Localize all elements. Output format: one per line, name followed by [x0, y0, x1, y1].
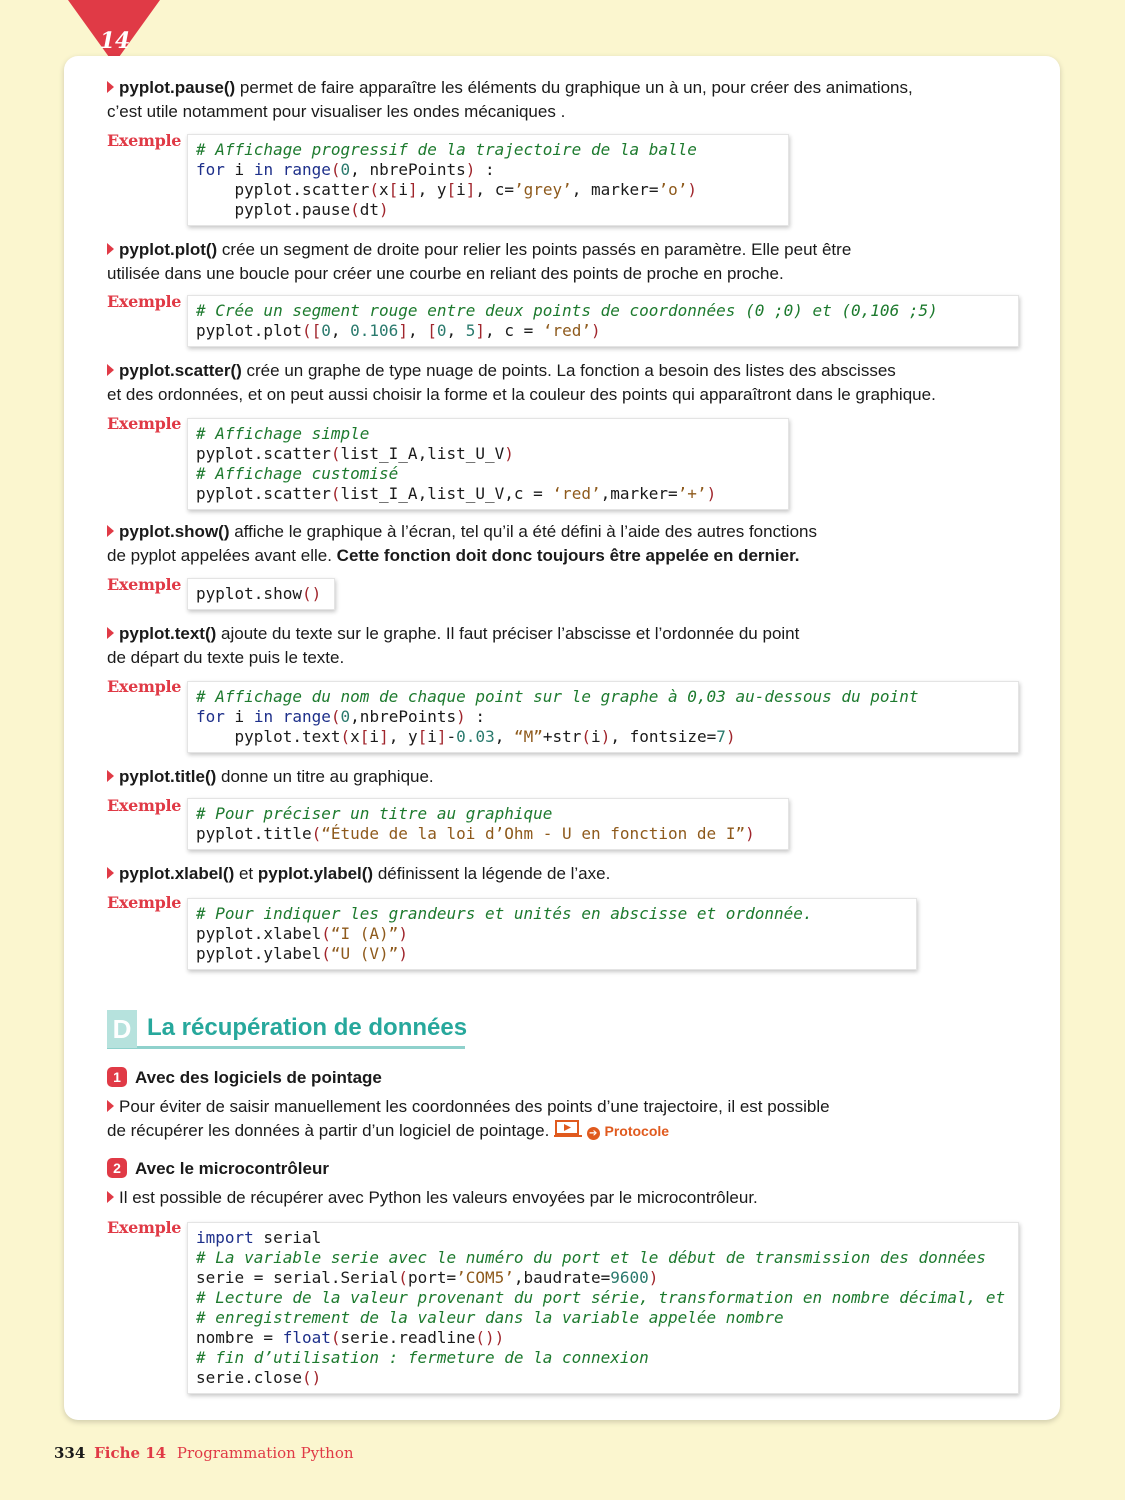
bullet-icon [107, 243, 114, 255]
example-label: Exemple [107, 893, 182, 912]
paragraph-microcontroleur: Il est possible de récupérer avec Python les valeurs envoyées par le microcontrôleur. [107, 1186, 758, 1210]
function-name: pyplot.plot() [119, 240, 218, 259]
function-name: pyplot.pause() [119, 78, 236, 97]
function-name: pyplot.text() [119, 624, 217, 643]
paragraph-pause: pyplot.pause() permet de faire apparaître les éléments du graphique un à un, pour créer des animations, c’est utile notamment pour visualiser les ondes mécaniques . [107, 78, 913, 121]
function-name: pyplot.title() [119, 767, 217, 786]
paragraph-labels: pyplot.xlabel() et pyplot.ylabel() définissent la légende de l’axe. [107, 862, 610, 886]
paragraph-show: pyplot.show() affiche le graphique à l’écran, tel qu’il a été défini à l’aide des autres fonctions de pyplot appelées avant elle. Cette fonction doit donc toujours être appelée en dernier. [107, 522, 817, 565]
arrow-right-icon: ➔ [587, 1127, 600, 1140]
example-label: Exemple [107, 575, 182, 594]
protocole-link[interactable]: Protocole [604, 1123, 670, 1139]
function-name: pyplot.show() [119, 522, 230, 541]
bullet-icon [107, 1100, 114, 1112]
bullet-icon [107, 525, 114, 537]
paragraph-plot: pyplot.plot() crée un segment de droite pour relier les points passés en paramètre. Elle peut être utilisée dans une boucle pour créer une courbe en reliant des points de proche en proche. [107, 240, 852, 283]
subsection-number: 2 [107, 1158, 127, 1178]
bullet-icon [107, 867, 114, 879]
bullet-icon [107, 364, 114, 376]
video-icon[interactable] [554, 1120, 582, 1145]
code-block-pause: # Affichage progressif de la trajectoire de la balle for i in range(0, nbrePoints) : pyplot.scatter(x[i], y[i], c=’grey’, marker=’o’) pyplot.pause(dt) [187, 134, 789, 226]
bullet-icon [107, 1191, 114, 1203]
page-number: 334 [54, 1444, 86, 1462]
example-label: Exemple [107, 414, 182, 433]
code-block-title: # Pour préciser un titre au graphique pyplot.title(“Étude de la loi d’Ohm - U en fonction de I”) [187, 798, 789, 850]
section-letter: D [107, 1010, 137, 1048]
code-block-text: # Affichage du nom de chaque point sur le graphe à 0,03 au-dessous du point for i in range(0,nbrePoints) : pyplot.text(x[i], y[i]-0.03, “M”+str(i), fontsize=7) [187, 681, 1019, 753]
code-block-labels: # Pour indiquer les grandeurs et unités en abscisse et ordonnée. pyplot.xlabel(“I (A)”) pyplot.ylabel(“U (V)”) [187, 898, 917, 970]
code-block-scatter: # Affichage simple pyplot.scatter(list_I_A,list_U_V) # Affichage customisé pyplot.scatter(list_I_A,list_U_V,c = ‘red’,marker=’+’) [187, 418, 789, 510]
subsection-heading-1: 1 Avec des logiciels de pointage [107, 1067, 382, 1088]
code-block-serial: import serial # La variable serie avec le numéro du port et le début de transmission des données serie = serial.Serial(port=’COM5’,baudrate=9600) # Lecture de la valeur provenant du port série, transformation en nombre décimal, et # enregistrement de la valeur dans la variable appelée nombre nombre = float(serie.readline()) # fin d’utilisation : fermeture de la connexion serie.close() [187, 1222, 1019, 1394]
bullet-icon [107, 81, 114, 93]
paragraph-title: pyplot.title() donne un titre au graphique. [107, 765, 434, 789]
page-footer [54, 1444, 354, 1462]
function-name: pyplot.xlabel() [119, 864, 235, 883]
chapter-number: 14 [99, 28, 131, 54]
function-name: pyplot.scatter() [119, 361, 242, 380]
paragraph-pointage: Pour éviter de saisir manuellement les coordonnées des points d’une trajectoire, il est possible de récupérer les données à partir d’un logiciel de pointage. ➔ Protocole [107, 1095, 830, 1145]
chapter-title: Programmation Python [176, 1444, 354, 1462]
example-label: Exemple [107, 677, 182, 696]
section-title: La récupération de données [147, 1014, 468, 1041]
function-name: pyplot.ylabel() [257, 864, 374, 883]
paragraph-text: pyplot.text() ajoute du texte sur le graphe. Il faut préciser l’abscisse et l’ordonnée du point de départ du texte puis le texte. [107, 624, 800, 667]
example-label: Exemple [107, 131, 182, 150]
code-block-plot: # Crée un segment rouge entre deux points de coordonnées (0 ;0) et (0,106 ;5) pyplot.plot([0, 0.106], [0, 5], c = ‘red’) [187, 295, 1019, 347]
bullet-icon [107, 627, 114, 639]
code-block-show: pyplot.show() [187, 578, 335, 610]
subsection-heading-2: 2 Avec le microcontrôleur [107, 1158, 329, 1179]
example-label: Exemple [107, 796, 182, 815]
subsection-number: 1 [107, 1067, 127, 1087]
fiche-label: Fiche 14 [94, 1444, 167, 1462]
example-label: Exemple [107, 292, 182, 311]
section-heading-d [107, 1010, 468, 1049]
example-label: Exemple [107, 1218, 182, 1237]
paragraph-scatter: pyplot.scatter() crée un graphe de type nuage de points. La fonction a besoin des listes des abscisses et des ordonnées, et on peut aussi choisir la forme et la couleur des points qui apparaîtront dans le graphique. [107, 361, 936, 404]
bullet-icon [107, 770, 114, 782]
